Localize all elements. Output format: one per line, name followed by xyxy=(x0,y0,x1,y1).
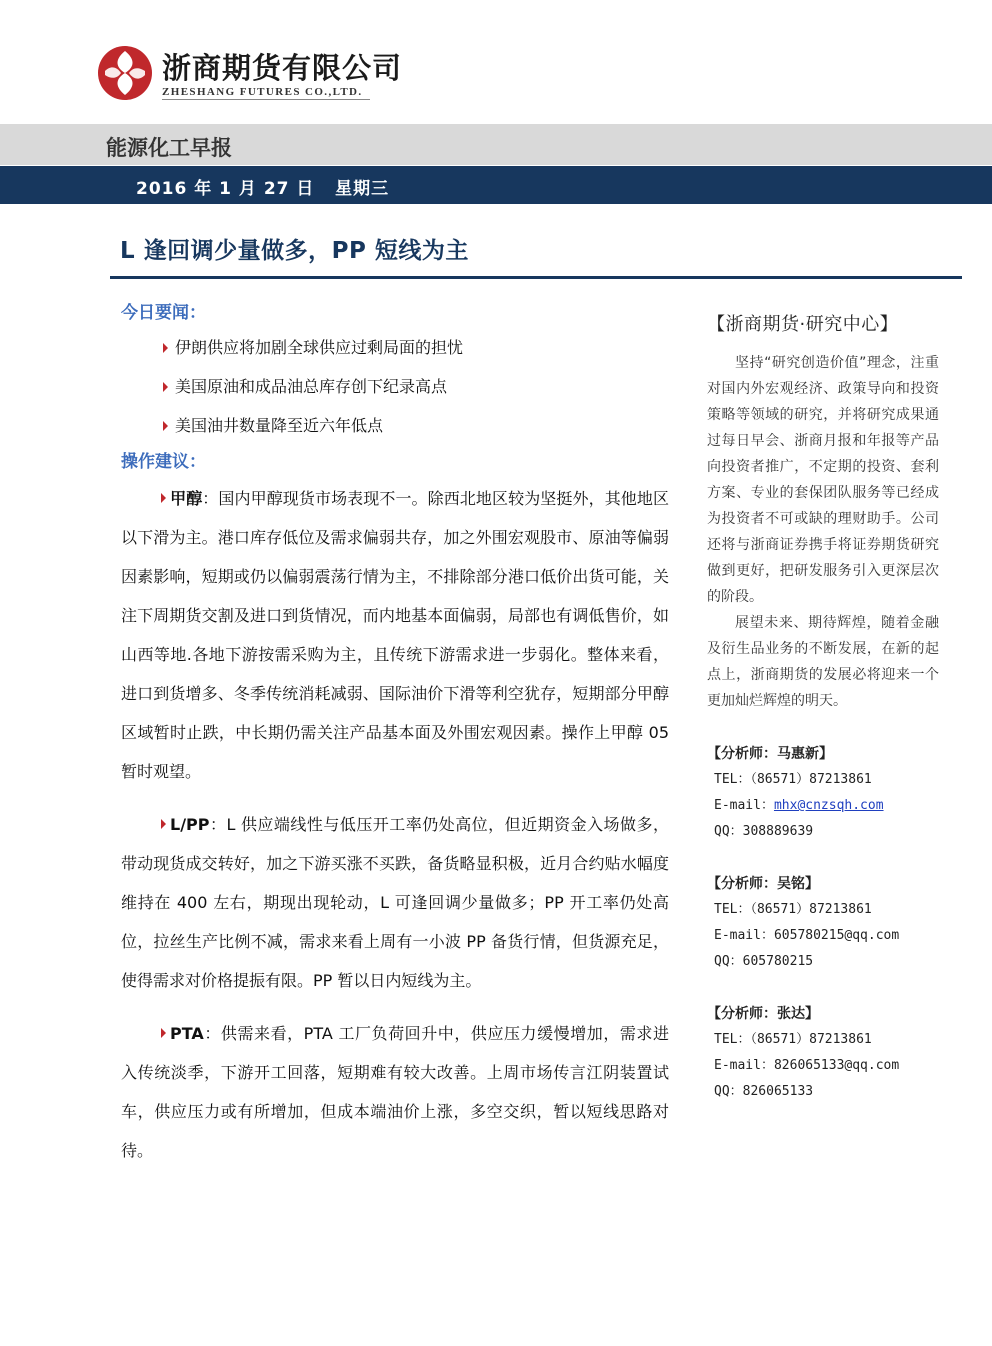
analyst-email[interactable]: 605780215@qq.com xyxy=(773,928,900,943)
report-header xyxy=(0,0,992,124)
analyst-qq: QQ：826065133 xyxy=(714,1084,814,1099)
company-logo-icon xyxy=(97,45,153,101)
report-type: 能源化工早报 xyxy=(106,136,232,160)
company-underline xyxy=(162,99,370,100)
report-date: 2016 年 1 月 27 日 星期三 xyxy=(136,179,390,199)
analyst-tel: TEL：（86571）87213861 xyxy=(714,1032,872,1047)
analyst-card xyxy=(707,871,947,975)
page-title: L 逢回调少量做多，PP 短线为主 xyxy=(120,238,469,264)
main-content xyxy=(121,298,669,1184)
analyst-email-row: E-mail：826065133@qq.com xyxy=(714,1058,900,1073)
advice-section-title: 操作建议： xyxy=(121,452,206,472)
bullet-arrow-icon xyxy=(163,343,168,353)
advice-label: PTA xyxy=(170,1024,204,1043)
advice-l-pp: L/PP：L 供应端线性与低压开工率仍处高位，但近期资金入场做多，带动现货成交转好，加之下游买涨不买跌，备货略显积极，近月合约贴水幅度维持在 400 左右，期现出现轮动，L 可逢回调少量做多；PP 开工率仍处高位，拉丝生产比例不减，需求来看上周有一小波 PP 备货行情，但货源充足，使得需求对价格提振有限。PP 暂以日内短线为主。 xyxy=(121,815,669,990)
date-band xyxy=(0,166,992,204)
analyst-card xyxy=(707,741,947,845)
sidebar-paragraph: 坚持“研究创造价值”理念，注重对国内外宏观经济、政策导向和投资策略等领域的研究，并将研究成果通过每日早会、浙商月报和年报等产品向投资者推广，不定期的投资、套利方案、专业的套保团队服务等已经成为投资者不可或缺的理财助手。公司还将与浙商证券携手将证券期货研究做到更好，把研发服务引入更深层次的阶段。 xyxy=(707,355,939,605)
advice-pta: PTA：供需来看，PTA 工厂负荷回升中，供应压力缓慢增加，需求进入传统淡季，下游开工回落，短期难有较大改善。上周市场传言江阴装置试车，供应压力或有所增加，但成本端油价上涨，多空交织，暂以短线思路对待。 xyxy=(121,1024,669,1160)
analyst-qq: QQ：308889639 xyxy=(714,824,814,839)
analyst-email-row: E-mail：mhx@cnzsqh.com xyxy=(714,798,884,813)
advice-label: 甲醇 xyxy=(170,489,203,508)
bullet-arrow-icon xyxy=(161,1028,166,1038)
advice-text: 国内甲醇现货市场表现不一。除西北地区较为坚挺外，其他地区以下滑为主。港口库存低位及需求偏弱共存，加之外围宏观股市、原油等偏弱因素影响，短期或仍以偏弱震荡行情为主，不排除部分港口低价出货可能，关注下周期货交割及进口到货情况，而内地基本面偏弱，局部也有调低售价，如山西等地.各地下游按需采购为主，且传统下游需求进一步弱化。整体来看，进口到货增多、冬季传统消耗减弱、国际油价下滑等利空犹存，短期部分甲醇区域暂时止跌，中长期仍需关注产品基本面及外围宏观因素。操作上甲醇 05 暂时观望。 xyxy=(121,489,669,781)
sidebar-title: 【浙商期货·研究中心】 xyxy=(707,314,899,335)
bullet-arrow-icon xyxy=(163,382,168,392)
advice-text: L 供应端线性与低压开工率仍处高位，但近期资金入场做多，带动现货成交转好，加之下游买涨不买跌，备货略显积极，近月合约贴水幅度维持在 400 左右，期现出现轮动，L 可逢回调少量做多；PP 开工率仍处高位，拉丝生产比例不减，需求来看上周有一小波 PP 备货行情，但货源充足，使得需求对价格提振有限。PP 暂以日内短线为主。 xyxy=(121,815,669,990)
analyst-name: 【分析师：吴铭】 xyxy=(707,876,819,892)
advice-methanol: 甲醇：国内甲醇现货市场表现不一。除西北地区较为坚挺外，其他地区以下滑为主。港口库存低位及需求偏弱共存，加之外围宏观股市、原油等偏弱因素影响，短期或仍以偏弱震荡行情为主，不排除部分港口低价出货可能，关注下周期货交割及进口到货情况，而内地基本面偏弱，局部也有调低售价，如山西等地.各地下游按需采购为主，且传统下游需求进一步弱化。整体来看，进口到货增多、冬季传统消耗减弱、国际油价下滑等利空犹存，短期部分甲醇区域暂时止跌，中长期仍需关注产品基本面及外围宏观因素。操作上甲醇 05 暂时观望。 xyxy=(121,489,669,781)
bullet-arrow-icon xyxy=(163,421,168,431)
analyst-name: 【分析师：马惠新】 xyxy=(707,746,833,762)
news-item: 美国原油和成品油总库存创下纪录高点 xyxy=(121,367,669,406)
news-section-title: 今日要闻： xyxy=(121,303,206,323)
research-center-sidebar xyxy=(707,310,939,714)
advice-text: 供需来看，PTA 工厂负荷回升中，供应压力缓慢增加，需求进入传统淡季，下游开工回落，短期难有较大改善。上周市场传言江阴装置试车，供应压力或有所增加，但成本端油价上涨，多空交织，暂以短线思路对待。 xyxy=(121,1024,669,1160)
news-item: 美国油井数量降至近六年低点 xyxy=(121,406,669,445)
company-name-en: ZHESHANG FUTURES CO.,LTD. xyxy=(162,86,363,98)
company-name-cn: 浙商期货有限公司 xyxy=(162,51,403,85)
analyst-card xyxy=(707,1001,947,1105)
analyst-qq: QQ：605780215 xyxy=(714,954,814,969)
bullet-arrow-icon xyxy=(161,819,166,829)
news-item: 伊朗供应将加剧全球供应过剩局面的担忧 xyxy=(121,328,669,367)
sidebar-paragraph: 展望未来、期待辉煌，随着金融及衍生品业务的不断发展，在新的起点上，浙商期货的发展必将迎来一个更加灿烂辉煌的明天。 xyxy=(707,615,939,709)
report-type-band xyxy=(0,124,992,165)
analyst-email-link[interactable]: mhx@cnzsqh.com xyxy=(773,798,884,813)
analyst-tel: TEL：（86571）87213861 xyxy=(714,772,872,787)
bullet-arrow-icon xyxy=(161,493,166,503)
analyst-name: 【分析师：张达】 xyxy=(707,1006,819,1022)
title-divider xyxy=(110,276,962,279)
analyst-email-row: E-mail：605780215@qq.com xyxy=(714,928,900,943)
analyst-tel: TEL：（86571）87213861 xyxy=(714,902,872,917)
analyst-email[interactable]: 826065133@qq.com xyxy=(773,1058,900,1073)
advice-label: L/PP xyxy=(170,815,210,834)
